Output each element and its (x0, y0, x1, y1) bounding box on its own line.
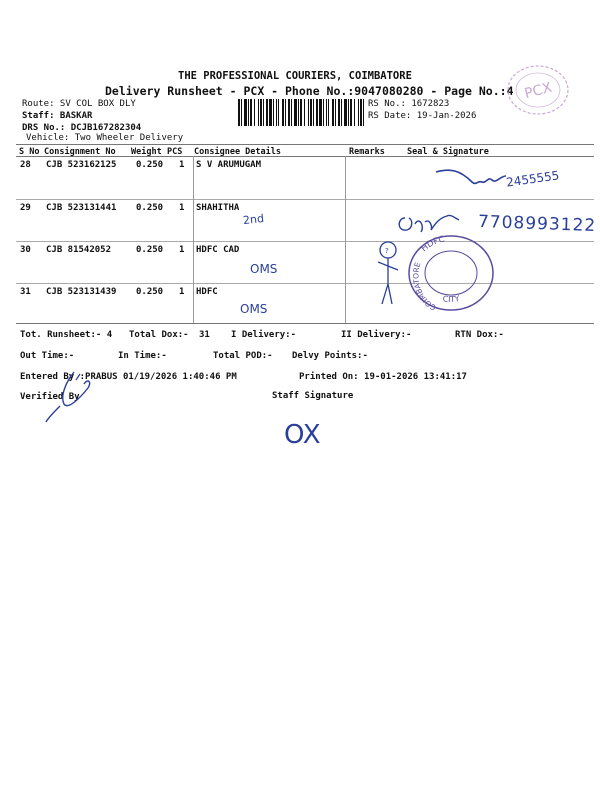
row30-handwritten-note: OMS (250, 262, 278, 276)
row29-handwritten-mark: 2nd (242, 211, 265, 228)
barcode-bar (304, 99, 305, 126)
barcode-bar (350, 99, 352, 126)
barcode-bar (341, 99, 342, 126)
cell-weight: 0.250 (136, 203, 164, 213)
rtn-dox: RTN Dox:- (455, 330, 504, 340)
barcode-bar (335, 99, 336, 126)
cell-consignee: HDFC (196, 287, 218, 297)
row28-handwritten-note: 2455555 (505, 168, 561, 190)
stick-figure-doodle (368, 240, 408, 310)
barcode-bar (244, 99, 247, 126)
bottom-handwritten-mark: OX (284, 420, 321, 450)
cell-consignee: HDFC CAD (196, 245, 240, 255)
cell-sno: 29 (20, 203, 31, 213)
barcode-bar (332, 99, 334, 126)
barcode-bar (238, 99, 240, 126)
barcode-bar (260, 99, 262, 126)
in-time: In Time:- (118, 351, 167, 361)
cell-sno: 30 (20, 245, 31, 255)
barcode-bar (288, 99, 290, 126)
row29-handwritten-phone: 7708993122 (477, 211, 597, 237)
cell-pcs: 1 (179, 245, 185, 255)
barcode-bar (326, 99, 327, 126)
cell-pcs: 1 (179, 160, 185, 170)
staff-signature-label: Staff Signature (272, 391, 354, 401)
barcode-bar (263, 99, 264, 126)
drs-label: DRS No.: DCJB167282304 (22, 123, 142, 133)
cell-consignee: S V ARUMUGAM (196, 160, 262, 170)
runsheet-title: Delivery Runsheet - PCX - Phone No.:9047080280 - Page No.:4 (105, 84, 514, 98)
printed-on: Printed On: 19-01-2026 13:41:17 (299, 372, 467, 382)
corner-stamp-text: PCX (522, 79, 554, 103)
barcode-bar (250, 99, 252, 126)
barcode-bar (248, 99, 249, 126)
svg-text:COIMBATORE (400, 260, 449, 312)
verified-by: Verified By (20, 392, 80, 402)
barcode-bar (254, 99, 255, 126)
th-weight: Weight (131, 147, 162, 157)
barcode-bar (313, 99, 314, 126)
barcode-bar (363, 99, 364, 126)
cell-weight: 0.250 (136, 245, 164, 255)
cell-consignee: SHAHITHA (196, 203, 240, 213)
cell-weight: 0.250 (136, 287, 164, 297)
pcx-corner-stamp (504, 62, 572, 118)
barcode-bar (266, 99, 268, 126)
verified-signature (40, 368, 120, 428)
barcode-bar (278, 99, 279, 126)
cell-consignment: CJB 523162125 (46, 160, 117, 170)
barcode-bar (354, 99, 355, 126)
barcode-bar (300, 99, 302, 126)
staff-label: Staff: BASKAR (22, 111, 93, 121)
barcode-bar (298, 99, 299, 126)
total-dox-label: Total Dox:- (129, 330, 189, 340)
cell-sno: 31 (20, 287, 31, 297)
barcode-bar (273, 99, 274, 126)
barcode-bar (328, 99, 329, 126)
th-consignee: Consignee Details (194, 147, 281, 157)
barcode-bar (294, 99, 297, 126)
hdfc-seal-stamp (403, 233, 499, 313)
barcode-bar (348, 99, 349, 126)
row31-handwritten-note: OMS (240, 302, 268, 316)
stamp-ring-text: COIMBATORE (411, 261, 438, 313)
barcode-bar (358, 99, 359, 126)
route-label: Route: SV COL BOX DLY (22, 99, 136, 109)
cell-consignment: CJB 523131441 (46, 203, 117, 213)
barcode (238, 99, 364, 126)
svg-text:?: ? (385, 247, 389, 255)
out-time: Out Time:- (20, 351, 75, 361)
stamp-top-text: HDFC (419, 234, 446, 255)
barcode-bar (258, 99, 259, 126)
th-consignment: Consignment No (44, 147, 116, 157)
rs-number: RS No.: 1672823 (368, 99, 450, 109)
barcode-bar (344, 99, 347, 126)
barcode-bar (282, 99, 284, 126)
vehicle-label: Vehicle: Two Wheeler Delivery (26, 133, 184, 143)
barcode-bar (338, 99, 340, 126)
i-delivery: I Delivery:- (231, 330, 297, 340)
cell-weight: 0.250 (136, 160, 164, 170)
barcode-bar (276, 99, 277, 126)
barcode-bar (316, 99, 318, 126)
barcode-bar (241, 99, 242, 126)
barcode-bar (269, 99, 272, 126)
th-sno: S No (19, 147, 40, 157)
barcode-bar (323, 99, 324, 126)
barcode-bar (319, 99, 322, 126)
entered-by: Entered By :PRABUS 01/19/2026 1:40:46 PM (20, 372, 237, 382)
th-seal: Seal & Signature (407, 147, 489, 157)
tot-runsheet: Tot. Runsheet:- 4 (20, 330, 113, 340)
th-remarks: Remarks (349, 147, 385, 157)
barcode-bar (360, 99, 362, 126)
barcode-bar (310, 99, 312, 126)
delvy-points: Delvy Points:- (292, 351, 368, 361)
barcode-bar (285, 99, 286, 126)
barcode-bar (291, 99, 292, 126)
cell-pcs: 1 (179, 203, 185, 213)
total-pod: Total POD:- (213, 351, 273, 361)
cell-sno: 28 (20, 160, 31, 170)
svg-text:HDFC (419, 235, 445, 255)
cell-pcs: 1 (179, 287, 185, 297)
th-pcs: PCS (167, 147, 183, 157)
stamp-bottom-text: CITY (442, 294, 461, 305)
rs-date: RS Date: 19-Jan-2026 (368, 111, 477, 121)
total-dox-value: 31 (199, 330, 210, 340)
barcode-bar (308, 99, 309, 126)
ii-delivery: II Delivery:- (341, 330, 412, 340)
cell-consignment: CJB 81542052 (46, 245, 112, 255)
cell-consignment: CJB 523131439 (46, 287, 117, 297)
company-title: THE PROFESSIONAL COURIERS, COIMBATORE (178, 70, 412, 82)
svg-text:CITY (442, 294, 460, 304)
